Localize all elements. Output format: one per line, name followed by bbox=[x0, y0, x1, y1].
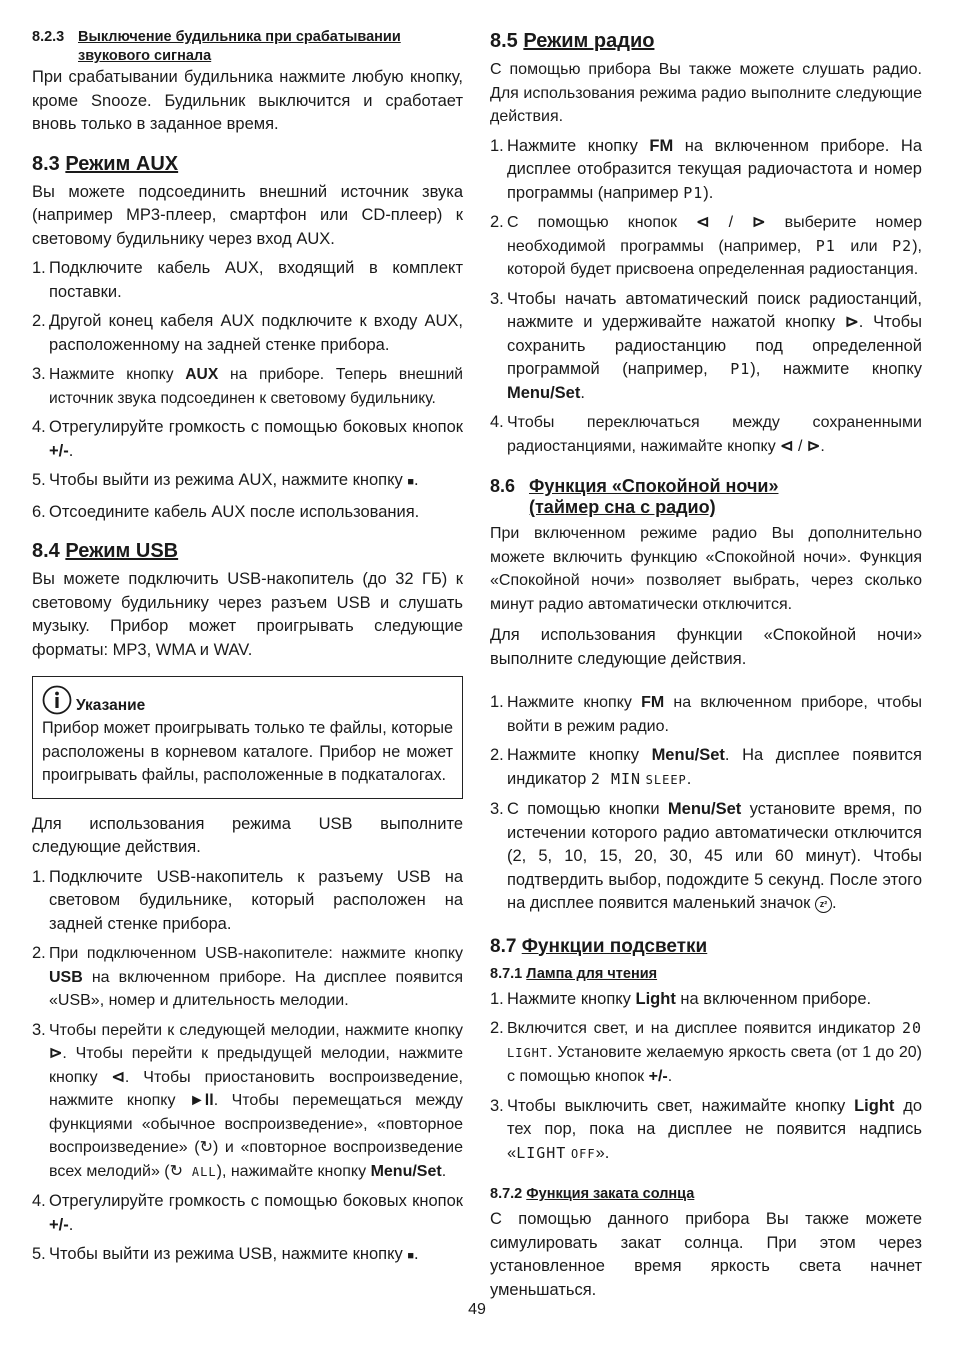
section-title: Функции подсветки bbox=[521, 935, 708, 957]
list-item: 2. Включится свет, и на дисплее появится индикатор 20 LIGHT. Установите желаемую яркость света (от 1 до 20) с помощью кнопок +/-. bbox=[490, 1019, 922, 1085]
list-item: 3. Чтобы выключить свет, нажимайте кнопку Light до тех пор, пока на дисплее не появится надпись «LIGHT OFF». bbox=[490, 1096, 923, 1162]
section-8-6-lead: Для использования функции «Спокойной ночи» выполните следующие действия. bbox=[490, 626, 922, 668]
section-8-3-intro: Вы можете подсоединить внешний источник звука (например MP3-плеер, смартфон или CD-плеер) к световому будильнику через вход AUX. bbox=[32, 182, 463, 248]
section-title-2: (таймер сна с радио) bbox=[529, 497, 716, 517]
section-number: 8.7.2 bbox=[490, 1186, 523, 1202]
list-item: 6. Отсоедините кабель AUX после использования. bbox=[32, 502, 420, 521]
list-item: 1. Подключите USB-накопитель к разъему USB на световом будильнике, который расположен на задней стенке прибора. bbox=[32, 867, 463, 933]
list-item: 4. Отрегулируйте громкость с помощью боковых кнопок +/-. bbox=[32, 418, 463, 460]
usb-lead: Для использования режима USB выполните следующие действия. bbox=[32, 814, 463, 856]
list-item: 2. С помощью кнопок ⊲ / ⊳ выберите номер необходимой программы (например, P1 или P2), которой будет присвоена определенная радиостанция. bbox=[490, 213, 922, 278]
radio-steps-list bbox=[490, 135, 922, 459]
next-icon: ⊳ bbox=[49, 1045, 63, 1062]
section-number: 8.5 bbox=[490, 30, 518, 52]
section-title: Режим AUX bbox=[65, 152, 179, 175]
section-8-7-2-heading bbox=[490, 1184, 922, 1204]
list-item: 3. Чтобы перейти к следующей мелодии, нажмите кнопку ⊳. Чтобы перейти к предыдущей мелодии, нажмите кнопку ⊲. Чтобы приостановить воспроизведение, нажмите кнопку ►ll. Чтобы перемещаться между функциями «обычное воспроизведение», «повторное воспроизведение» (↻) и «повторное воспроизведение всех мелодий» (↻ ALL), нажимайте кнопку Menu/Set. bbox=[32, 1020, 464, 1180]
light-off-indicator: LIGHT bbox=[516, 1143, 567, 1162]
section-title: Режим USB bbox=[65, 540, 179, 562]
section-8-7-1-heading bbox=[490, 964, 922, 984]
stop-icon: ■ bbox=[407, 1250, 414, 1262]
list-item: 1. Нажмите кнопку Light на включенном приборе. bbox=[490, 989, 872, 1008]
next-icon: ⊳ bbox=[844, 313, 859, 331]
section-title: Функция заката солнца bbox=[526, 1186, 695, 1202]
list-item: 3. С помощью кнопки Menu/Set установите время, по истечении которого радио автоматически отключится (2, 5, 10, 15, 20, 30, 45 или 60 минут). Чтобы подтвердить выбор, подождите 5 секунд. После этого на дисплее появится маленький значок z² . bbox=[490, 800, 922, 912]
section-8-6-heading bbox=[490, 476, 922, 518]
next-icon: ⊳ bbox=[752, 214, 766, 231]
sleep-indicator: 2 MIN bbox=[590, 769, 642, 788]
section-title: Выключение будильника при срабатывании звукового сигнала bbox=[78, 29, 401, 64]
section-8-6-intro: При включенном режиме радио Вы дополнительно можете включить функцию «Спокойной ночи». Функция «Спокойной ночи» позволяет выбрать, через сколько минут радио автоматически отключится. bbox=[490, 525, 922, 613]
light-steps-list bbox=[490, 988, 922, 1167]
all-indicator: ALL bbox=[191, 1164, 217, 1179]
info-icon bbox=[42, 685, 72, 715]
prev-icon: ⊲ bbox=[780, 437, 794, 455]
left-column bbox=[32, 28, 463, 1269]
play-pause-icon: ►ll bbox=[188, 1092, 214, 1109]
section-title: Лампа для чтения bbox=[526, 965, 658, 982]
section-8-7-2-body: С помощью данного прибора Вы также можете симулировать закат солнца. При этом через установленное время яркость света начнет уменьшаться. bbox=[490, 1210, 922, 1299]
section-number: 8.2.3 bbox=[32, 29, 65, 45]
list-item: 2. Нажмите кнопку Menu/Set. На дисплее появится индикатор 2 MIN SLEEP. bbox=[490, 746, 922, 788]
stop-icon: ■ bbox=[407, 476, 414, 488]
sleep-steps-list bbox=[490, 691, 922, 916]
list-item: 1. Нажмите кнопку FM на включенном приборе, чтобы войти в режим радио. bbox=[490, 693, 922, 735]
section-8-4-intro: Вы можете подключить USB-накопитель (до 32 ГБ) к световому будильнику через разъем USB и слушать музыку. Прибор может проигрывать следующие форматы: MP3, WMA и WAV. bbox=[32, 570, 463, 659]
list-item: 3. Нажмите кнопку AUX на приборе. Теперь внешний источник звука подсоединен к световому будильнику. bbox=[32, 365, 463, 407]
page-number: 49 bbox=[468, 1301, 486, 1318]
sleep-icon: z² bbox=[815, 896, 832, 913]
section-number: 8.7 bbox=[490, 935, 517, 957]
section-number: 8.6 bbox=[490, 476, 516, 496]
section-8-2-3-heading bbox=[32, 28, 463, 66]
section-number: 8.4 bbox=[32, 540, 60, 562]
section-title: Режим радио bbox=[523, 30, 655, 52]
list-item: 1. Нажмите кнопку FM на включенном приборе. На дисплее отобразится текущая радиочастота и номер программы (например P1). bbox=[490, 136, 922, 202]
section-number: 8.7.1 bbox=[490, 965, 523, 982]
list-item: 2. При подключенном USB-накопителе: нажмите кнопку USB на включенном приборе. На дисплее появится «USB», номер и длительность мелодии. bbox=[32, 944, 463, 1009]
next-icon: ⊳ bbox=[806, 437, 821, 455]
list-item: 3. Чтобы начать автоматический поиск радиостанций, нажмите и удерживайте нажатой кнопку ⊳. Чтобы сохранить радиостанцию под определенной программой (например, P1), нажмите кнопку Menu/Set. bbox=[490, 289, 922, 402]
section-title: Функция «Спокойной ночи» bbox=[529, 476, 779, 496]
note-label: Указание bbox=[76, 697, 146, 714]
section-8-5-heading bbox=[490, 28, 922, 54]
note-box bbox=[32, 676, 463, 799]
list-item: 4. Отрегулируйте громкость с помощью боковых кнопок +/-. bbox=[32, 1192, 463, 1234]
list-item: 5. Чтобы выйти из режима AUX, нажмите кнопку ■. bbox=[32, 471, 419, 489]
list-item: 5. Чтобы выйти из режима USB, нажмите кнопку ■. bbox=[32, 1245, 419, 1263]
prev-icon: ⊲ bbox=[111, 1068, 125, 1086]
section-8-4-heading bbox=[32, 538, 463, 564]
list-item: 2. Другой конец кабеля AUX подключите к входу AUX, расположенному на задней стенке прибора. bbox=[32, 312, 463, 354]
aux-steps-list bbox=[32, 257, 463, 524]
section-8-3-heading bbox=[32, 151, 463, 177]
repeat-icon: ↻ bbox=[199, 1139, 213, 1156]
list-item: 4. Чтобы переключаться между сохраненными радиостанциями, нажимайте кнопку ⊲ / ⊳. bbox=[490, 413, 922, 455]
list-item: 1. Подключите кабель AUX, входящий в комплект поставки. bbox=[32, 259, 463, 301]
section-8-5-intro: С помощью прибора Вы также можете слушать радио. Для использования режима радио выполните следующие действия. bbox=[490, 61, 922, 125]
note-text: Прибор может проигрывать только те файлы, которые расположены в корневом каталоге. Прибор не может проигрывать файлы, расположенные в подкаталогах. bbox=[42, 719, 453, 784]
right-column bbox=[490, 28, 922, 1302]
light-indicator: 20 bbox=[901, 1019, 922, 1037]
usb-steps-list bbox=[32, 866, 463, 1269]
section-8-2-3-body: При срабатывании будильника нажмите любую кнопку, кроме Snooze. Будильник выключится и сработает вновь только в заданное время. bbox=[32, 68, 463, 133]
section-number: 8.3 bbox=[32, 152, 60, 175]
repeat-all-icon: ↻ bbox=[169, 1162, 184, 1180]
section-8-7-heading bbox=[490, 934, 922, 960]
prev-icon: ⊲ bbox=[696, 214, 710, 231]
